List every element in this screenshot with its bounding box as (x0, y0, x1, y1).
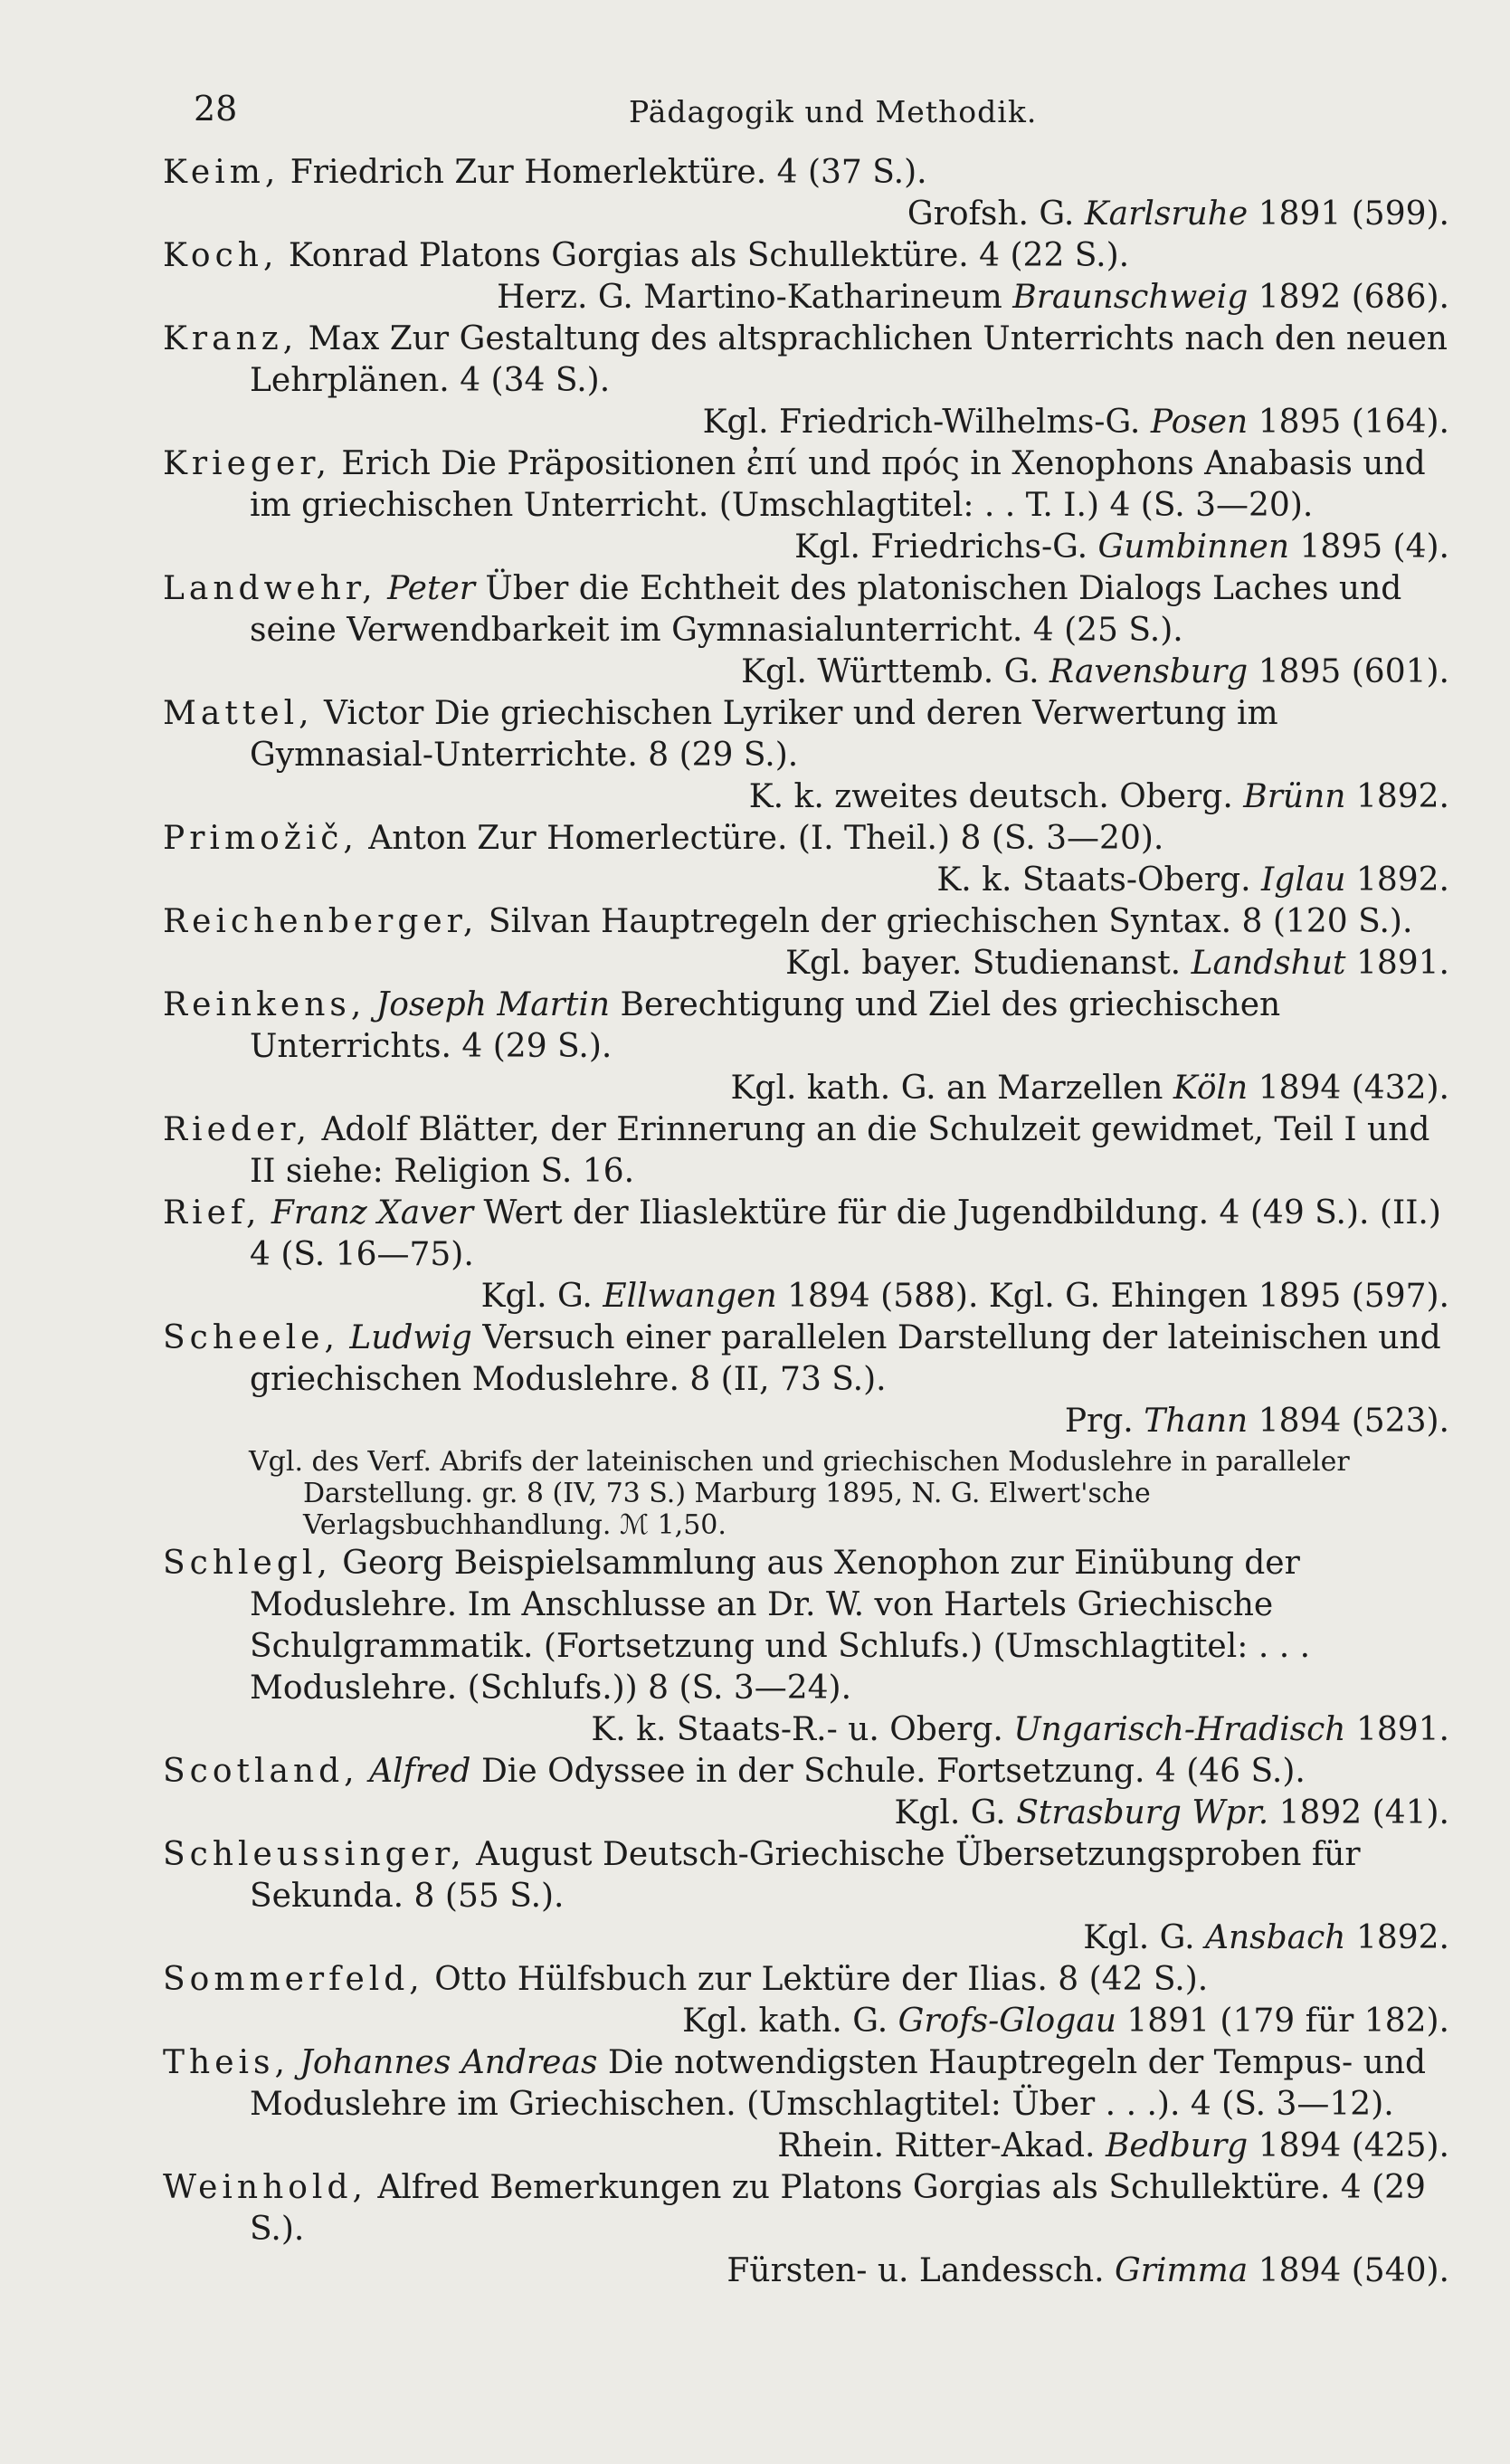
entry-main (163, 2042, 1457, 2126)
bibliography-entry (163, 1109, 1457, 1193)
entry-main (163, 568, 1457, 652)
author-given-name: Otto (434, 1961, 508, 1998)
place: Köln (1173, 1070, 1249, 1107)
author-surname: Mattel, (163, 695, 314, 732)
work-title: Zur Homerlectüre. (I. Theil.) 8 (S. 3—20). (477, 820, 1164, 857)
year-number: 1891. (1355, 1711, 1449, 1748)
entry-main (163, 1109, 1457, 1193)
institution-line (163, 2126, 1457, 2167)
bibliography-entry (163, 2042, 1457, 2167)
place: Grofs-Glogau (897, 2003, 1116, 2040)
entry-main (163, 1751, 1457, 1793)
place: Ravensburg (1049, 653, 1249, 690)
author-surname: Rief, (163, 1194, 261, 1232)
work-title: Über die Echtheit des platonischen Dialogs Laches und seine Verwendbarkeit im Gymnasialunterricht. 4 (25 S.). (250, 570, 1402, 649)
work-title: Deutsch-Griechische Übersetzungsproben für Sekunda. 8 (55 S.). (250, 1836, 1361, 1915)
bibliography-entry (163, 985, 1457, 1109)
institution: Rhein. Ritter-Akad. (777, 2127, 1096, 2164)
institution: Kgl. G. (480, 1278, 593, 1315)
place: Grimma (1115, 2252, 1249, 2289)
entry-main (163, 693, 1457, 776)
author-surname: Reinkens, (163, 986, 366, 1023)
year-number: 1894 (523). (1258, 1403, 1449, 1440)
place: Braunschweig (1012, 279, 1249, 316)
institution-line (163, 1709, 1457, 1751)
entry-main (163, 2167, 1457, 2250)
year-number: 1894 (425). (1258, 2127, 1449, 2164)
author-given-name: Johannes Andreas (299, 2044, 598, 2081)
work-title: Hauptregeln der griechischen Syntax. 8 (120 S.). (600, 903, 1413, 940)
bibliography-entry (163, 1751, 1457, 1834)
institution: Kgl. kath. G. an Marzellen (730, 1070, 1163, 1107)
year-number: 1891 (599). (1258, 195, 1449, 233)
entry-main (163, 985, 1457, 1068)
author-given-name: Erich (341, 445, 431, 482)
year-number: 1891 (179 für 182). (1126, 2003, 1449, 2040)
institution-line (163, 860, 1457, 901)
work-title: Die notwendigsten Hauptregeln der Tempus- und Moduslehre im Griechischen. (Umschlagtitel: Über . . .). 4 (S. 3—12). (250, 2044, 1427, 2123)
institution: Kgl. bayer. Studienanst. (785, 945, 1182, 982)
work-title: Die Präpositionen ἐπί und πρός in Xenophons Anabasis und im griechischen Unterricht. (Umschlagtitel: . . T. I.) 4 (S. 3—20). (250, 445, 1426, 524)
institution: K. k. Staats-Oberg. (936, 861, 1251, 899)
author-surname: Theis, (163, 2044, 290, 2081)
bibliography-entry (163, 693, 1457, 818)
institution: Prg. (1064, 1403, 1134, 1440)
place: Iglau (1261, 861, 1346, 899)
year-number: 1895 (164). (1258, 404, 1449, 441)
institution-line (163, 2250, 1457, 2292)
institution: Kgl. G. (1083, 1919, 1195, 1956)
year-number: 1894 (432). (1258, 1070, 1449, 1107)
work-title: Die griechischen Lyriker und deren Verwertung im Gymnasial-Unterrichte. 8 (29 S.). (250, 695, 1278, 774)
institution-line (163, 776, 1457, 818)
entry-main (163, 319, 1457, 402)
institution-line (163, 1276, 1457, 1318)
entry-note: Vgl. des Verf. Abrifs der lateinischen und griechischen Moduslehre in paralleler Darstellung. gr. 8 (IV, 73 S.) Marburg 1895, N. G. Elwert'sche Verlagsbuchhandlung. ℳ 1,50. (249, 1446, 1350, 1541)
institution: K. k. Staats-R.- u. Oberg. (591, 1711, 1003, 1748)
author-given-name: Franz Xaver (271, 1194, 474, 1232)
author-given-name: Victor (323, 695, 424, 732)
place: Strasburg Wpr. (1016, 1794, 1269, 1831)
author-given-name: August (476, 1836, 593, 1873)
institution: Herz. G. Martino-Katharineum (497, 279, 1002, 316)
bibliography-entry (163, 319, 1457, 443)
entry-main (163, 818, 1457, 860)
place: Ungarisch-Hradisch (1013, 1711, 1346, 1748)
author-given-name: Georg (342, 1545, 444, 1582)
running-title: Pädagogik und Methodik. (629, 94, 1038, 129)
author-given-name: Alfred (369, 1753, 471, 1790)
entry-main (163, 1318, 1457, 1401)
institution: Kgl. Friedrich-Wilhelms-G. (702, 404, 1141, 441)
author-surname: Schlegl, (163, 1545, 332, 1582)
institution-line (163, 943, 1457, 985)
author-surname: Scotland, (163, 1753, 359, 1790)
bibliography-entry (163, 443, 1457, 568)
author-given-name: Adolf (321, 1111, 408, 1148)
year-number: 1892. (1355, 861, 1449, 899)
bibliography-entry (163, 2167, 1457, 2292)
entry-main (163, 1834, 1457, 1917)
place: Ellwangen (603, 1278, 777, 1315)
work-title: Beispielsammlung aus Xenophon zur Einübung der Moduslehre. Im Anschlusse an Dr. W. von Hartels Griechische Schulgrammatik. (Fortsetzung und Schlufs.) (Umschlagtitel: . . . Moduslehre. (Schlufs.)) 8 (S. 3—24). (250, 1545, 1311, 1707)
author-given-name: Konrad (288, 237, 409, 274)
institution-line (163, 2001, 1457, 2042)
institution-line (163, 402, 1457, 443)
institution-line (163, 1917, 1457, 1959)
author-given-name: Peter (387, 570, 475, 607)
bibliography-entry (163, 152, 1457, 235)
place: Ansbach (1204, 1919, 1346, 1956)
work-title: Versuch einer parallelen Darstellung der lateinischen und griechischen Moduslehre. 8 (II, 73 S.). (250, 1319, 1441, 1398)
year-number: 1892. (1355, 1919, 1449, 1956)
bibliography-entry (163, 901, 1457, 985)
work-title: Zur Homerlektüre. 4 (37 S.). (454, 154, 927, 191)
bibliography-entry (163, 1193, 1457, 1318)
work-title: Blätter, der Erinnerung an die Schulzeit gewidmet, Teil I und II siehe: Religion S. 16. (250, 1111, 1430, 1190)
bibliography-list (163, 152, 1457, 2292)
institution: Kgl. G. (894, 1794, 1006, 1831)
bibliography-entry (163, 568, 1457, 693)
year-number: 1895 (601). (1258, 653, 1449, 690)
author-given-name: Friedrich (290, 154, 444, 191)
author-surname: Scheele, (163, 1319, 339, 1356)
author-surname: Sommerfeld, (163, 1961, 424, 1998)
institution: Grofsh. G. (907, 195, 1075, 233)
author-given-name: Joseph Martin (375, 986, 611, 1023)
bibliography-entry (163, 1834, 1457, 1959)
bibliography-entry (163, 235, 1457, 319)
institution-line (163, 1068, 1457, 1109)
author-surname: Keim, (163, 154, 280, 191)
author-given-name: Ludwig (349, 1319, 472, 1356)
bibliography-entry (163, 818, 1457, 901)
institution-line (163, 1793, 1457, 1834)
institution-line (163, 1401, 1457, 1442)
author-given-name: Alfred (377, 2169, 480, 2206)
work-title: Platons Gorgias als Schullektüre. 4 (22 S.). (418, 237, 1130, 274)
author-surname: Rieder, (163, 1111, 311, 1148)
institution-line (163, 194, 1457, 235)
entry-main (163, 235, 1457, 277)
work-title: Die Odyssee in der Schule. Fortsetzung. 4 (46 S.). (480, 1753, 1306, 1790)
place: Karlsruhe (1084, 195, 1249, 233)
place: Brünn (1243, 778, 1346, 815)
institution-line (163, 277, 1457, 319)
author-surname: Koch, (163, 237, 279, 274)
work-title: Zur Gestaltung des altsprachlichen Unterrichts nach den neuen Lehrplänen. 4 (34 S.). (250, 320, 1448, 399)
author-surname: Landwehr, (163, 570, 377, 607)
year-number: 1895 (4). (1299, 528, 1449, 566)
author-surname: Weinhold, (163, 2169, 367, 2206)
year-number: 1892 (686). (1258, 279, 1449, 316)
author-surname: Kranz, (163, 320, 299, 357)
entry-main (163, 443, 1457, 527)
page-number: 28 (194, 89, 238, 128)
institution: Kgl. kath. G. (682, 2003, 888, 2040)
bibliography-entry (163, 1318, 1457, 1541)
year-number: 1894 (540). (1258, 2252, 1449, 2289)
page-header (0, 89, 1510, 134)
place: Thann (1144, 1403, 1249, 1440)
place: Landshut (1191, 945, 1346, 982)
entry-main (163, 1959, 1457, 2001)
author-surname: Krieger, (163, 445, 331, 482)
place: Bedburg (1105, 2127, 1249, 2164)
entry-main (163, 152, 1457, 194)
author-surname: Schleussinger, (163, 1836, 466, 1873)
bibliography-entry (163, 1543, 1457, 1751)
entry-main (163, 1543, 1457, 1709)
work-title: Hülfsbuch zur Lektüre der Ilias. 8 (42 S.). (517, 1961, 1209, 1998)
author-given-name: Anton (368, 820, 467, 857)
place: Posen (1150, 404, 1249, 441)
year-number: 1891. (1355, 945, 1449, 982)
author-given-name: Max (308, 320, 380, 357)
author-given-name: Silvan (488, 903, 591, 940)
institution: Fürsten- u. Landessch. (727, 2252, 1105, 2289)
work-title: Bemerkungen zu Platons Gorgias als Schullektüre. 4 (29 S.). (250, 2169, 1426, 2248)
year-number: 1892. (1355, 778, 1449, 815)
year-number: 1894 (588). Kgl. G. Ehingen 1895 (597). (787, 1278, 1449, 1315)
institution: Kgl. Friedrichs-G. (794, 528, 1088, 566)
institution: K. k. zweites deutsch. Oberg. (748, 778, 1233, 815)
bibliography-entry (163, 1959, 1457, 2042)
work-title: Wert der Iliaslektüre für die Jugendbildung. 4 (49 S.). (II.) 4 (S. 16—75). (250, 1194, 1441, 1273)
place: Gumbinnen (1097, 528, 1290, 566)
author-surname: Reichenberger, (163, 903, 479, 940)
entry-main (163, 901, 1457, 943)
entry-main (163, 1193, 1457, 1276)
institution-line (163, 527, 1457, 568)
institution: Kgl. Württemb. G. (741, 653, 1040, 690)
year-number: 1892 (41). (1278, 1794, 1449, 1831)
author-surname: Primožič, (163, 820, 358, 857)
work-title: Berechtigung und Ziel des griechischen Unterrichts. 4 (29 S.). (250, 986, 1281, 1065)
institution-line (163, 652, 1457, 693)
